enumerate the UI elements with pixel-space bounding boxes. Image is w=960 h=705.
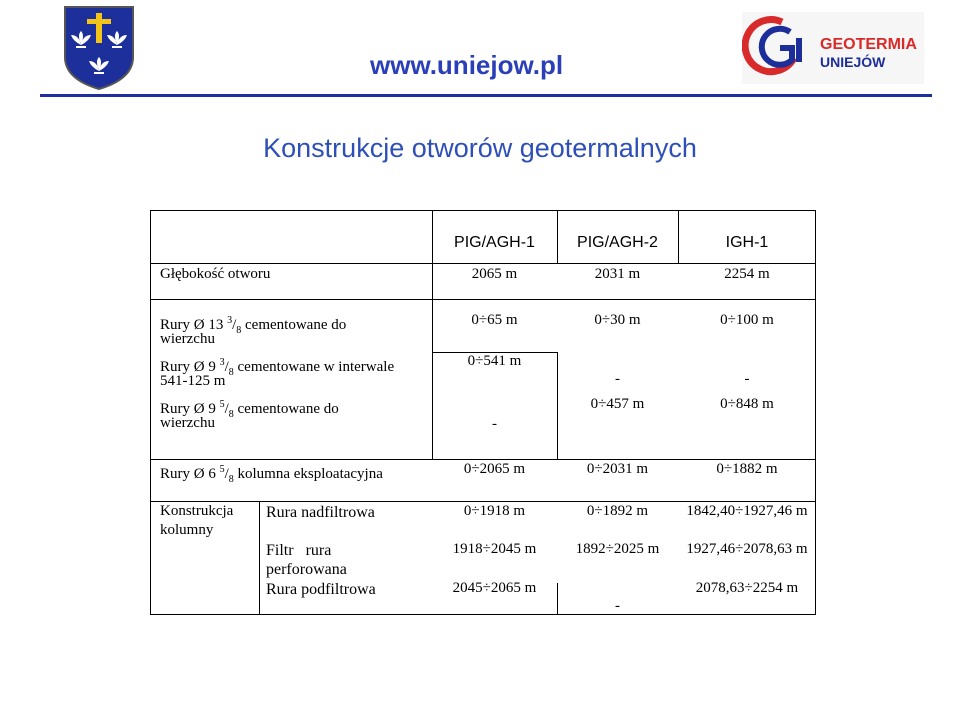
casing-label: Rury Ø 9 $^5/_8$ cementowane do [160, 399, 339, 420]
table-cell: 0÷1892 m [586, 503, 649, 519]
construction-label: kolumny [160, 522, 214, 538]
table-cell: 2065 m [471, 266, 518, 282]
table-cell: 1892÷2025 m [575, 541, 660, 557]
casing-label: Rury Ø 13 $^3/_8$ cementowane do [160, 315, 347, 336]
table-cell: 0÷457 m [590, 396, 645, 412]
table-cell: 2045÷2065 m [452, 580, 537, 596]
production-column-label: Rury Ø 6 $^5/_8$ kolumna eksploatacyjna [160, 464, 383, 485]
table-divider [151, 299, 816, 300]
row-name: perforowana [266, 561, 347, 578]
logo-text-geotermia: GEOTERMIA [820, 36, 917, 53]
table-cell: - [492, 416, 497, 432]
table-cell: 1842,40÷1927,46 m [686, 503, 808, 519]
row-name: Filtr rura [266, 542, 332, 559]
table-divider [151, 263, 816, 264]
row-name: Rura podfiltrowa [266, 581, 376, 598]
header-divider [40, 94, 932, 97]
coat-of-arms-logo [63, 5, 135, 91]
casing-label: wierzchu [160, 415, 215, 431]
column-header: IGH-1 [725, 234, 769, 251]
site-url-link[interactable]: www.uniejow.pl [370, 50, 564, 80]
table-cell: 1918÷2045 m [452, 541, 537, 557]
construction-label: Konstrukcja [160, 503, 234, 519]
table-cell: 0÷30 m [594, 312, 641, 328]
table-cell: - [615, 371, 620, 387]
table-cell: 0÷100 m [720, 312, 774, 328]
table-cell: 1927,46÷2078,63 m [686, 541, 808, 557]
table-cell: 0÷848 m [720, 396, 774, 412]
table-cell: 0÷65 m [471, 312, 518, 328]
table-cell: 2031 m [594, 266, 641, 282]
column-header: PIG/AGH-1 [454, 234, 535, 251]
row-name: Rura nadfiltrowa [266, 504, 375, 521]
table-cell: 0÷541 m [467, 353, 522, 369]
table-cell: 0÷2031 m [586, 461, 649, 477]
table-cell: - [615, 598, 620, 614]
table-cell: - [744, 371, 750, 387]
table-divider [259, 501, 260, 615]
page-title: Konstrukcje otworów geotermalnych [263, 133, 697, 163]
depth-label: Głębokość otworu [160, 266, 271, 282]
table-cell: 0÷1882 m [716, 461, 778, 477]
geotermia-uniejow-logo [742, 12, 924, 84]
casing-label: wierzchu [160, 331, 215, 347]
casing-label: 541-125 m [160, 373, 226, 389]
table-cell: 0÷1918 m [463, 503, 526, 519]
table-cell: 2078,63÷2254 m [695, 580, 799, 596]
table-cell: 0÷2065 m [463, 461, 526, 477]
table-cell: 2254 m [724, 266, 770, 282]
casing-label: Rury Ø 9 $^3/_8$ cementowane w interwale [160, 357, 395, 378]
logo-text-uniejow: UNIEJÓW [820, 54, 886, 70]
column-header: PIG/AGH-2 [577, 234, 658, 251]
